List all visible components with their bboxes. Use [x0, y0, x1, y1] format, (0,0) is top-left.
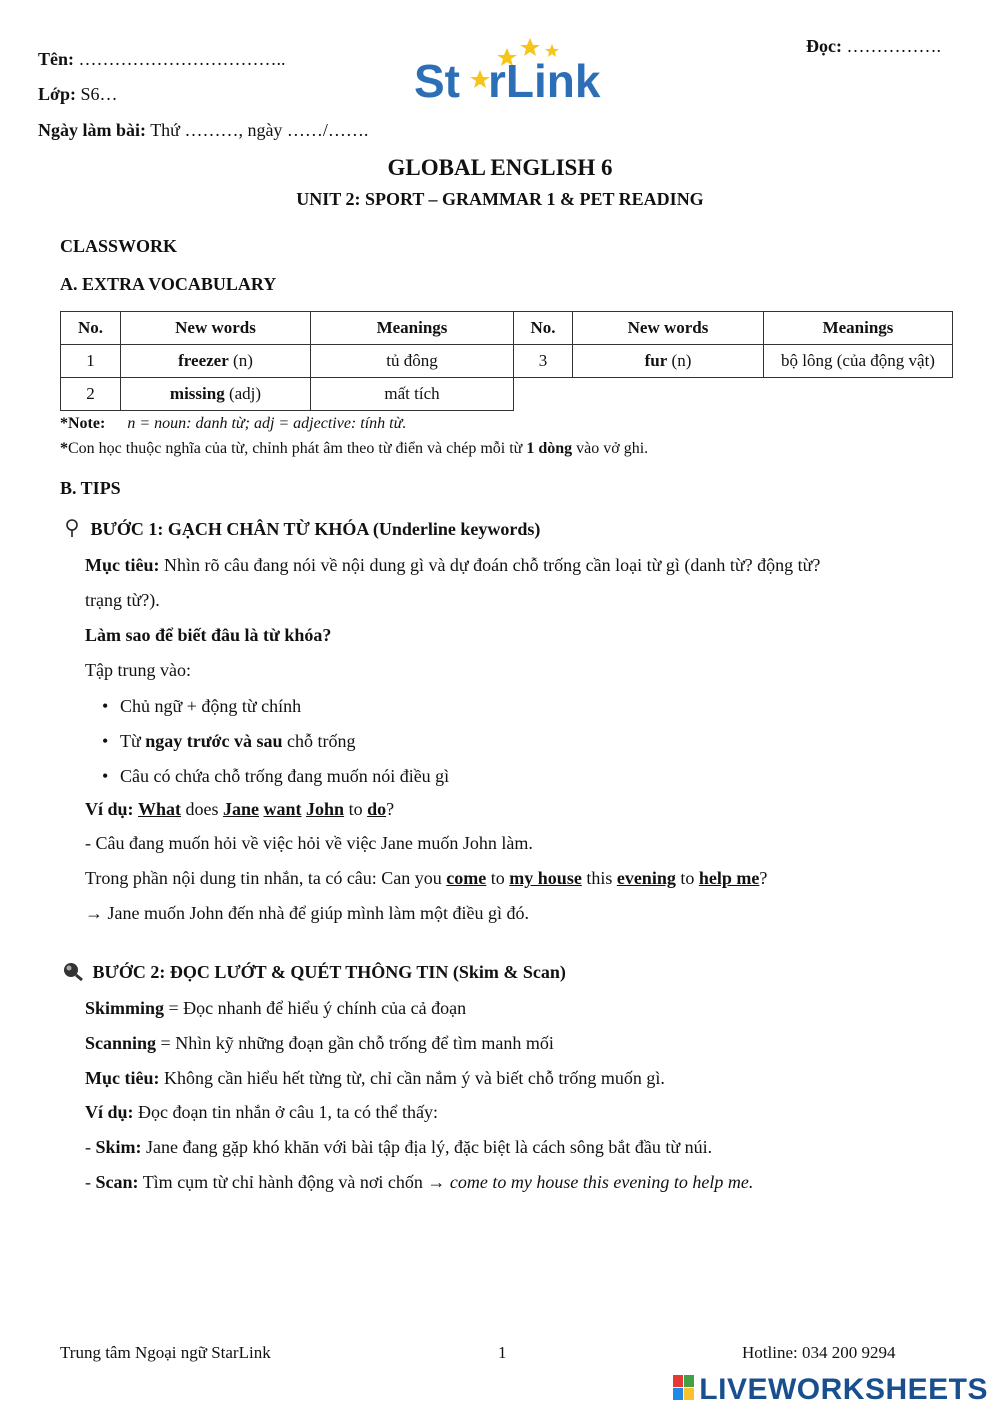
name-label: Tên:: [38, 49, 74, 69]
scanning-def: [85, 1033, 554, 1054]
step2-goal: [85, 1068, 665, 1089]
class-value: S6…: [80, 84, 118, 104]
step2-heading: [62, 961, 566, 986]
note-star: *: [60, 440, 68, 457]
goal-label: Mục tiêu:: [85, 1068, 160, 1088]
example-label: Ví dụ:: [85, 799, 134, 819]
line-text: to: [486, 868, 510, 888]
empty-cell: [514, 378, 573, 411]
note-line-2: [60, 440, 648, 458]
keyword: evening: [616, 868, 676, 888]
line-text: this: [581, 868, 617, 888]
keyword: my house: [509, 868, 582, 888]
name-field: [38, 49, 286, 70]
keyword: want: [263, 799, 302, 819]
header-cell: Meanings: [311, 312, 514, 345]
word: fur: [644, 351, 668, 370]
pos: (adj): [228, 384, 262, 403]
starlink-logo: [412, 38, 642, 110]
liveworksheets-icon: [673, 1375, 695, 1406]
meaning-cell: mất tích: [311, 378, 514, 411]
dash: -: [85, 1137, 96, 1157]
table-row: [61, 378, 953, 411]
step1-title: BƯỚC 1: GẠCH CHÂN TỪ KHÓA (Underline keywords): [90, 519, 541, 539]
note-line: [60, 415, 406, 433]
list-item: • Câu có chứa chỗ trống đang muốn nói điều gì: [102, 764, 449, 799]
skim-text: = Đọc nhanh để hiểu ý chính của cả đoạn: [164, 998, 467, 1018]
bullet-bold: ngay trước và sau: [145, 731, 283, 751]
pos: (n): [671, 351, 692, 370]
step1-line-c: → Jane muốn John đến nhà để giúp mình làm một điều gì đó.: [85, 903, 529, 923]
bullet-text: Từ: [120, 731, 146, 751]
note-text-a: Con học thuộc nghĩa của từ, chỉnh phát âm theo từ điển và chép mỗi từ: [68, 440, 527, 457]
empty-cell: [764, 378, 953, 411]
line-text: Trong phần nội dung tin nhắn, ta có câu: Can you: [85, 868, 447, 888]
word-cell: [121, 378, 311, 411]
scan-italic: come to my house this evening to help me.: [449, 1172, 754, 1192]
header-cell: No.: [514, 312, 573, 345]
step2-title: BƯỚC 2: ĐỌC LƯỚT & QUÉT THÔNG TIN (Skim & Scan): [92, 962, 566, 982]
name-value: ……………………………..: [78, 49, 286, 69]
word: missing: [169, 384, 225, 403]
no-cell: 3: [514, 345, 573, 378]
goal-text: Nhìn rõ câu đang nói về nội dung gì và dự đoán chỗ trống cần loại từ gì (danh từ? động từ?: [159, 555, 821, 575]
page-title: GLOBAL ENGLISH 6: [387, 155, 613, 180]
header-cell: New words: [573, 312, 764, 345]
note-text-b: vào vở ghi.: [572, 440, 649, 457]
word: freezer: [178, 351, 229, 370]
word-cell: [121, 345, 311, 378]
scan-example: [85, 1172, 753, 1193]
table-header-row: [61, 312, 953, 345]
pin-icon: [64, 518, 86, 543]
example-text: Đọc đoạn tin nhắn ở câu 1, ta có thể thấy:: [133, 1102, 438, 1122]
goal-text: Không cần hiểu hết từng từ, chỉ cần nắm ý và biết chỗ trống muốn gì.: [159, 1068, 665, 1088]
date-label: Ngày làm bài:: [38, 120, 146, 140]
logo-text-right: rLink: [488, 55, 601, 107]
scan-text: Tìm cụm từ chỉ hành động và nơi chốn →: [138, 1172, 450, 1192]
example-word: to: [348, 799, 363, 819]
keyword: help me: [698, 868, 760, 888]
goal-label: Mục tiêu:: [85, 555, 160, 575]
no-cell: 1: [61, 345, 121, 378]
liveworksheets-logo: [673, 1372, 988, 1408]
liveworksheets-text: LIVEWORKSHEETS: [699, 1373, 988, 1406]
step1-heading: [64, 518, 540, 543]
logo-wordmark: [414, 54, 600, 108]
step2-example: [85, 1102, 438, 1123]
skim-text: Jane đang gặp khó khăn với bài tập địa lý, đặc biệt là cách sông bắt đầu từ núi.: [141, 1137, 713, 1157]
footer-left: Trung tâm Ngoại ngữ StarLink: [60, 1343, 271, 1362]
keyword: Jane: [223, 799, 260, 819]
header-cell: No.: [61, 312, 121, 345]
bullet-text: chỗ trống: [282, 731, 356, 751]
step1-example: [85, 799, 394, 820]
magnifier-icon: [62, 961, 88, 986]
step1-line-b: [85, 868, 767, 889]
footer-right: Hotline: 034 200 9294: [742, 1343, 896, 1362]
list-item: • Chủ ngữ + động từ chính: [102, 694, 449, 729]
keyword: What: [138, 799, 182, 819]
classwork-heading: CLASSWORK: [60, 236, 178, 256]
skimming-def: [85, 998, 466, 1019]
example-label: Ví dụ:: [85, 1102, 134, 1122]
page-subtitle: UNIT 2: SPORT – GRAMMAR 1 & PET READING: [296, 189, 704, 209]
header-cell: New words: [121, 312, 311, 345]
list-item: [102, 729, 449, 764]
no-cell: 2: [61, 378, 121, 411]
example-word: does: [185, 799, 219, 819]
date-field: [38, 120, 368, 141]
note-text: n = noun: danh từ; adj = adjective: tính từ.: [127, 415, 407, 432]
pos: (n): [233, 351, 253, 370]
skim-example: [85, 1137, 712, 1158]
step1-line-a: - Câu đang muốn hỏi về việc hỏi về việc Jane muốn John làm.: [85, 833, 533, 853]
note-label: *Note:: [60, 415, 106, 432]
line-text: ?: [759, 868, 768, 888]
example-punct: ?: [386, 799, 395, 819]
skim-label: Skim:: [95, 1137, 142, 1157]
focus-list: [102, 694, 449, 799]
class-label: Lớp:: [38, 84, 76, 104]
read-value: …………….: [846, 36, 941, 56]
read-label: Đọc:: [806, 36, 842, 56]
scan-label: Scan:: [95, 1172, 139, 1192]
table-row: [61, 345, 953, 378]
how-question: Làm sao để biết đâu là từ khóa?: [85, 625, 332, 645]
page-number: 1: [498, 1343, 507, 1362]
step1-goal-2: trạng từ?).: [85, 590, 160, 610]
word-cell: [573, 345, 764, 378]
dash: -: [85, 1172, 96, 1192]
header-cell: Meanings: [764, 312, 953, 345]
focus-label: Tập trung vào:: [85, 660, 191, 680]
note-bold: 1 dòng: [526, 440, 573, 457]
scan-label: Scanning: [85, 1033, 157, 1053]
empty-cell: [573, 378, 764, 411]
step1-goal: [85, 555, 820, 576]
meaning-cell: tủ đông: [311, 345, 514, 378]
logo-text-left: St: [414, 55, 460, 107]
vocab-table: [60, 311, 953, 411]
keyword: John: [306, 799, 345, 819]
class-field: [38, 84, 118, 105]
skim-label: Skimming: [85, 998, 165, 1018]
keyword: do: [367, 799, 387, 819]
date-value: Thứ ………, ngày ……/…….: [150, 120, 369, 140]
read-field: [806, 36, 941, 57]
section-b-heading: B. TIPS: [60, 478, 121, 498]
scan-text: = Nhìn kỹ những đoạn gần chỗ trống để tìm manh mối: [156, 1033, 554, 1053]
keyword: come: [446, 868, 487, 888]
meaning-cell: bộ lông (của động vật): [764, 345, 953, 378]
line-text: to: [675, 868, 699, 888]
section-a-heading: A. EXTRA VOCABULARY: [60, 274, 277, 294]
